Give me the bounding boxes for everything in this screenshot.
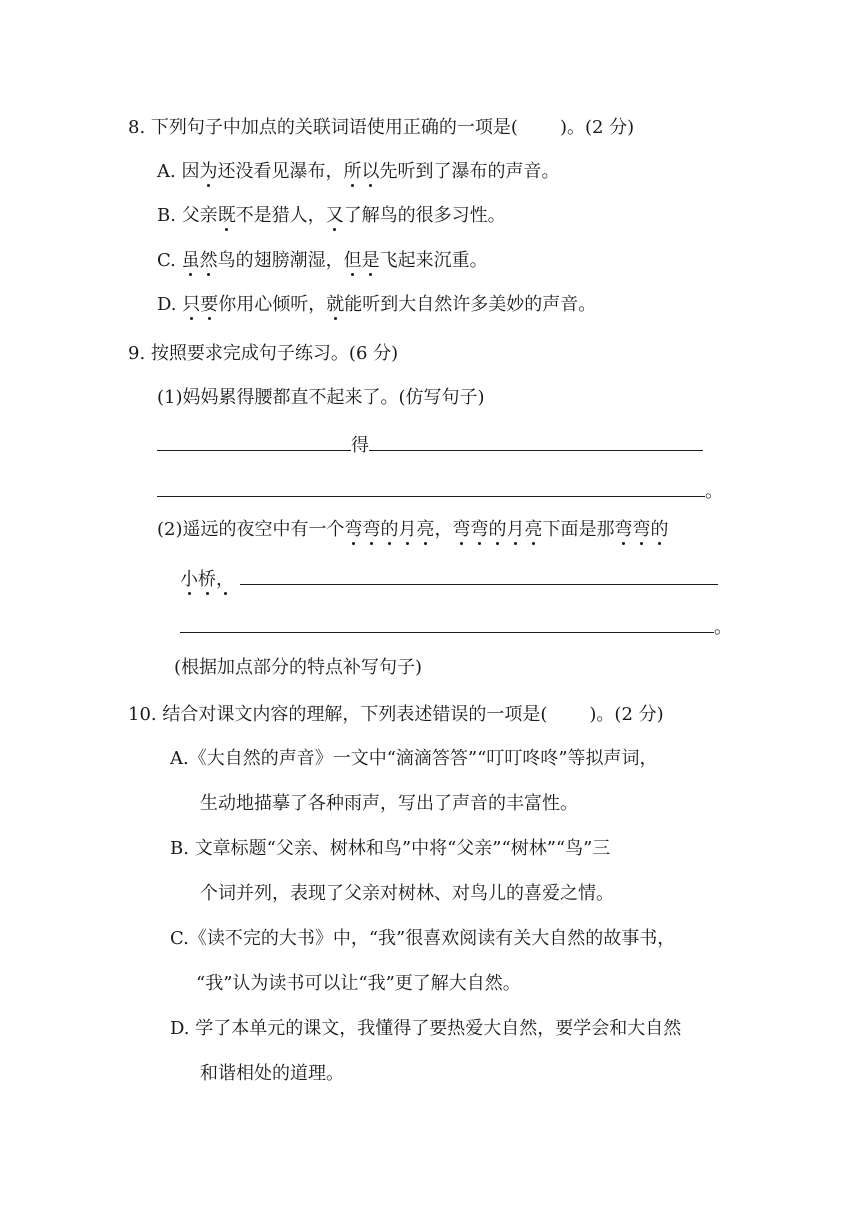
dotted-char: 桥 [198, 569, 216, 590]
option-text: 还没看见瀑布， [217, 161, 344, 182]
option-text: “我”认为读书可以让“我”更了解大自然。 [196, 973, 521, 994]
dotted-char: 弯 [452, 519, 471, 540]
sub2-text: 下面是那 [542, 519, 615, 540]
dotted-char: 的 [488, 519, 507, 540]
q10-option-a-line1[interactable] [170, 747, 658, 771]
sub1-sentence: (1)妈妈累得腰都直不起来了。 [157, 387, 399, 408]
q8-option-c[interactable] [157, 249, 488, 273]
dotted-char: 是 [361, 250, 380, 271]
option-label: D. [157, 294, 177, 315]
dotted-char: 然 [199, 250, 218, 271]
sub2-text: ， [434, 519, 453, 540]
answer-blank[interactable] [157, 432, 351, 451]
dotted-char: 的 [380, 519, 399, 540]
q9-stem-text: 按照要求完成句子练习。(6 分) [150, 343, 399, 364]
option-label: B. [157, 205, 176, 226]
dotted-char: 既 [217, 205, 236, 226]
dotted-char: ， [216, 569, 234, 590]
q10-stem-tail: )。(2 分) [589, 704, 664, 725]
dotted-char: 亮 [416, 519, 435, 540]
q9-sub1-prompt [157, 386, 485, 410]
dotted-char: 弯 [632, 519, 651, 540]
option-text: 了解鸟的很多习性。 [343, 205, 506, 226]
period: 。 [714, 617, 732, 638]
option-text: 和谐相处的道理。 [200, 1063, 344, 1084]
dotted-char: 弯 [362, 519, 381, 540]
sub2-note-text: (根据加点部分的特点补写句子) [174, 657, 423, 678]
option-text: 《大自然的声音》一文中“滴滴答答”“叮叮咚咚”等拟声词， [188, 748, 658, 769]
sub1-mid-char: 得 [351, 435, 369, 456]
dotted-char: 弯 [344, 519, 363, 540]
period: 。 [705, 481, 723, 502]
q9-sub2-answer-line2 [180, 614, 732, 640]
option-label: A. [157, 161, 176, 182]
answer-blank[interactable] [180, 614, 714, 633]
dotted-char: 就 [326, 294, 345, 315]
q9-sub1-answer-line2 [157, 478, 723, 504]
q9-sub2-answer-line1 [180, 566, 718, 592]
dotted-char: 要 [200, 294, 219, 315]
q8-option-d[interactable] [157, 293, 596, 317]
option-label: C. [157, 250, 176, 271]
q10-option-a-line2 [200, 792, 578, 816]
option-label: B. [170, 838, 189, 859]
q9-stem [128, 342, 398, 366]
q8-number: 8. [128, 117, 146, 138]
q10-option-d-line2 [200, 1062, 344, 1086]
dotted-char: 月 [506, 519, 525, 540]
q8-stem [128, 116, 634, 140]
q10-number: 10. [128, 704, 157, 725]
q10-stem-text: 结合对课文内容的理解，下列表述错误的一项是( [162, 704, 548, 725]
option-text: 父亲 [181, 205, 218, 226]
dotted-char: 只 [182, 294, 201, 315]
dotted-char: 弯 [470, 519, 489, 540]
option-text: 鸟的翅膀潮湿， [217, 250, 344, 271]
option-label: D. [170, 1018, 190, 1039]
dotted-char: 但 [343, 250, 362, 271]
option-text: 你用心倾听， [218, 294, 327, 315]
dotted-char: 以 [361, 161, 380, 182]
option-text: 生动地描摹了各种雨声，写出了声音的丰富性。 [200, 793, 578, 814]
sub2-text: (2)遥远的夜空中有一个 [157, 519, 345, 540]
dotted-char: 所 [343, 161, 362, 182]
option-text: 飞起来沉重。 [379, 250, 488, 271]
option-text: 先听到了瀑布的声音。 [379, 161, 560, 182]
dotted-char: 又 [325, 205, 344, 226]
dotted-char: 亮 [524, 519, 543, 540]
option-text: 《读不完的大书》中，“我”很喜欢阅读有关大自然的故事书， [188, 928, 676, 949]
q8-option-b[interactable] [157, 204, 506, 228]
answer-blank[interactable] [369, 432, 703, 451]
dotted-char: 虽 [181, 250, 200, 271]
option-text: 个词并列，表现了父亲对树林、对鸟儿的喜爱之情。 [200, 883, 614, 904]
sub1-note: (仿写句子) [398, 387, 485, 408]
dotted-char: 月 [398, 519, 417, 540]
q10-option-c-line1[interactable] [170, 927, 675, 951]
q9-number: 9. [128, 343, 146, 364]
q9-sub2-note [174, 656, 422, 680]
option-label: C. [170, 928, 189, 949]
q10-option-c-line2 [196, 972, 521, 996]
q10-option-d-line1[interactable] [170, 1017, 681, 1041]
q10-option-b-line2 [200, 882, 614, 906]
option-text: 能听到大自然许多美妙的声音。 [344, 294, 597, 315]
dotted-char: 的 [650, 519, 669, 540]
q9-sub2-prompt [157, 518, 669, 542]
q10-stem [128, 703, 664, 727]
dotted-char: 为 [199, 161, 218, 182]
answer-blank[interactable] [157, 478, 705, 497]
q10-option-b-line1[interactable] [170, 837, 610, 861]
option-text: 不是猎人， [235, 205, 326, 226]
option-label: A. [170, 748, 189, 769]
option-text: 因 [181, 161, 200, 182]
q8-stem-tail: )。(2 分) [559, 117, 635, 138]
q8-option-a[interactable] [157, 160, 559, 184]
option-text: 学了本单元的课文，我懂得了要热爱大自然，要学会和大自然 [195, 1018, 682, 1039]
q8-stem-text: 下列句子中加点的关联词语使用正确的一项是( [150, 117, 518, 138]
answer-blank[interactable] [240, 566, 718, 585]
dotted-char: 小 [180, 569, 198, 590]
option-text: 文章标题“父亲、树林和鸟”中将“父亲”“树林”“鸟”三 [194, 838, 611, 859]
q9-sub1-answer-line1 [157, 432, 703, 458]
dotted-char: 弯 [614, 519, 633, 540]
